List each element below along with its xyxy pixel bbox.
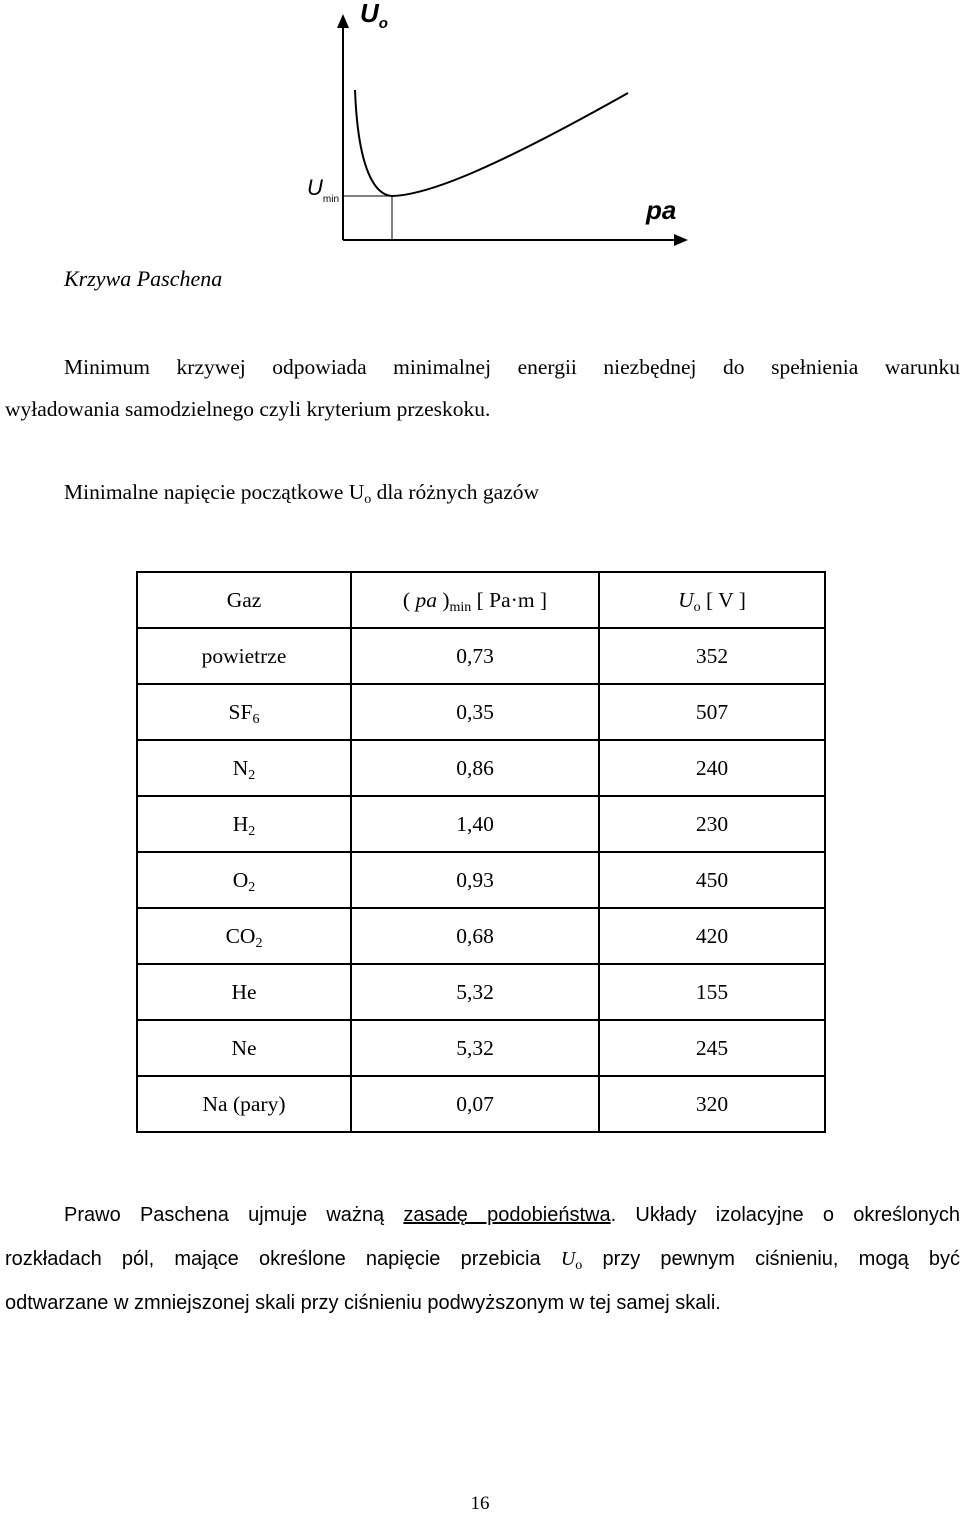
cell-u-o-text: 450	[695, 867, 729, 892]
cell-u-o-text: 507	[695, 699, 729, 724]
cell-u-o	[599, 852, 825, 908]
p2-l2-sub: o	[575, 1258, 583, 1273]
cell-pa-min-text: 0,68	[456, 923, 494, 948]
cell-pa-min-text: 0,93	[456, 867, 494, 892]
cell-gas	[137, 1076, 351, 1132]
cell-gas-text: O	[232, 867, 249, 892]
cell-gas-text: He	[231, 979, 257, 1004]
table-row	[137, 684, 825, 740]
y-axis-arrow	[337, 14, 349, 28]
cell-u-o	[599, 1076, 825, 1132]
header-pa	[351, 572, 599, 628]
y-axis-label: $U_o$	[360, 0, 388, 32]
cell-pa-min	[351, 1020, 599, 1076]
header-u-unit: [ V ]	[700, 587, 746, 612]
header-pa-sub: min	[449, 599, 472, 615]
cell-u-o-text: 155	[695, 979, 729, 1004]
cell-pa-min	[351, 628, 599, 684]
cell-u-o-text: 352	[695, 643, 729, 668]
table-row	[137, 852, 825, 908]
header-gas-label: Gaz	[226, 587, 262, 612]
table-row	[137, 908, 825, 964]
cell-gas-subscript: 2	[255, 935, 263, 951]
p2-l1-text-b: . Układy izolacyjne o określonych	[610, 1204, 960, 1226]
cell-pa-min	[351, 796, 599, 852]
x-axis-arrow	[674, 234, 688, 246]
x-axis-label: pa	[646, 195, 677, 225]
cell-gas	[137, 908, 351, 964]
cell-pa-min	[351, 964, 599, 1020]
p2-l2-symbol: U	[560, 1248, 576, 1270]
gas-table	[136, 571, 826, 1133]
header-pa-unit: [ Pa·m ]	[471, 587, 548, 612]
table-row	[137, 1076, 825, 1132]
table-row	[137, 628, 825, 684]
cell-pa-min-text: 5,32	[456, 1035, 494, 1060]
table-title-symbol-letter: U	[348, 480, 365, 504]
table-title-symbol	[348, 480, 372, 507]
figure-caption: Krzywa Paschena	[64, 266, 223, 291]
paragraph-2	[5, 1193, 960, 1325]
cell-u-o-text: 420	[695, 923, 729, 948]
header-u-symbol: U	[678, 587, 694, 612]
cell-gas-subscript: 2	[248, 767, 256, 783]
cell-pa-min	[351, 1076, 599, 1132]
page-number: 16	[470, 1493, 490, 1514]
cell-gas-text: Ne	[231, 1035, 257, 1060]
header-pa-open: (	[402, 587, 416, 612]
paragraph-1-line-2: wyładowania samodzielnego czyli kryterium przeskoku.	[5, 397, 491, 421]
cell-gas-text: SF	[228, 699, 253, 724]
cell-u-o-text: 230	[695, 811, 729, 836]
cell-pa-min	[351, 740, 599, 796]
cell-pa-min-text: 0,07	[456, 1091, 494, 1116]
cell-gas-text: CO	[225, 923, 256, 948]
cell-gas	[137, 796, 351, 852]
table-row	[137, 964, 825, 1020]
cell-u-o	[599, 796, 825, 852]
cell-gas	[137, 964, 351, 1020]
table-row	[137, 1020, 825, 1076]
p2-l2-text-a: rozkładach pól, mające określone napięcie przebicia	[5, 1248, 561, 1270]
header-gas	[137, 572, 351, 628]
p2-l2-text-b: przy pewnym ciśnieniu, mogą być	[582, 1248, 960, 1270]
cell-pa-min	[351, 852, 599, 908]
table-title-text: Minimalne napięcie początkowe	[64, 480, 349, 504]
paschen-curve	[355, 90, 628, 196]
cell-u-o-text: 245	[695, 1035, 729, 1060]
paragraph-1	[5, 346, 960, 430]
cell-gas-subscript: 6	[252, 711, 260, 727]
cell-u-o	[599, 964, 825, 1020]
cell-pa-min-text: 5,32	[456, 979, 494, 1004]
table-row	[137, 796, 825, 852]
cell-gas-subscript: 2	[248, 879, 256, 895]
cell-pa-min-text: 0,35	[456, 699, 494, 724]
paschen-curve-figure	[300, 0, 700, 250]
cell-gas-text: powietrze	[201, 643, 287, 668]
cell-gas	[137, 684, 351, 740]
cell-u-o	[599, 684, 825, 740]
p2-l1-text-a: Prawo Paschena ujmuje ważną	[64, 1204, 404, 1226]
table-title	[64, 480, 539, 505]
cell-u-o	[599, 628, 825, 684]
header-pa-close: )	[436, 587, 450, 612]
cell-u-o-text: 240	[695, 755, 729, 780]
similarity-principle-underlined: zasadę podobieństwa	[403, 1204, 611, 1226]
table-header-row	[137, 572, 825, 628]
cell-u-o	[599, 908, 825, 964]
header-u	[599, 572, 825, 628]
paragraph-1-line-1: Minimum krzywej odpowiada minimalnej energii niezbędnej do spełnienia warunku	[64, 355, 960, 379]
table-title-text-end: dla różnych gazów	[371, 480, 540, 504]
cell-u-o-text: 320	[695, 1091, 729, 1116]
cell-pa-min-text: 0,86	[456, 755, 494, 780]
cell-gas	[137, 740, 351, 796]
cell-pa-min-text: 0,73	[456, 643, 494, 668]
u-min-label: $U_{min}$	[307, 175, 340, 205]
cell-gas	[137, 628, 351, 684]
paragraph-2-line-3: odtwarzane w zmniejszonej skali przy ciśnieniu podwyższonym w tej samej skali.	[5, 1292, 721, 1314]
paragraph-2-line-1	[5, 1193, 960, 1237]
header-u-sub: o	[693, 599, 701, 615]
cell-gas	[137, 852, 351, 908]
cell-pa-min	[351, 908, 599, 964]
cell-u-o	[599, 1020, 825, 1076]
cell-gas	[137, 1020, 351, 1076]
table-title-symbol-sub: o	[364, 492, 372, 507]
paragraph-2-line-2	[5, 1237, 960, 1281]
cell-gas-text: Na (pary)	[202, 1091, 286, 1116]
cell-gas-text: N	[232, 755, 249, 780]
cell-gas-subscript: 2	[248, 823, 256, 839]
cell-pa-min-text: 1,40	[456, 811, 494, 836]
cell-u-o	[599, 740, 825, 796]
table-row	[137, 740, 825, 796]
cell-gas-text: H	[232, 811, 249, 836]
cell-pa-min	[351, 684, 599, 740]
header-pa-symbol: pa	[415, 587, 437, 612]
